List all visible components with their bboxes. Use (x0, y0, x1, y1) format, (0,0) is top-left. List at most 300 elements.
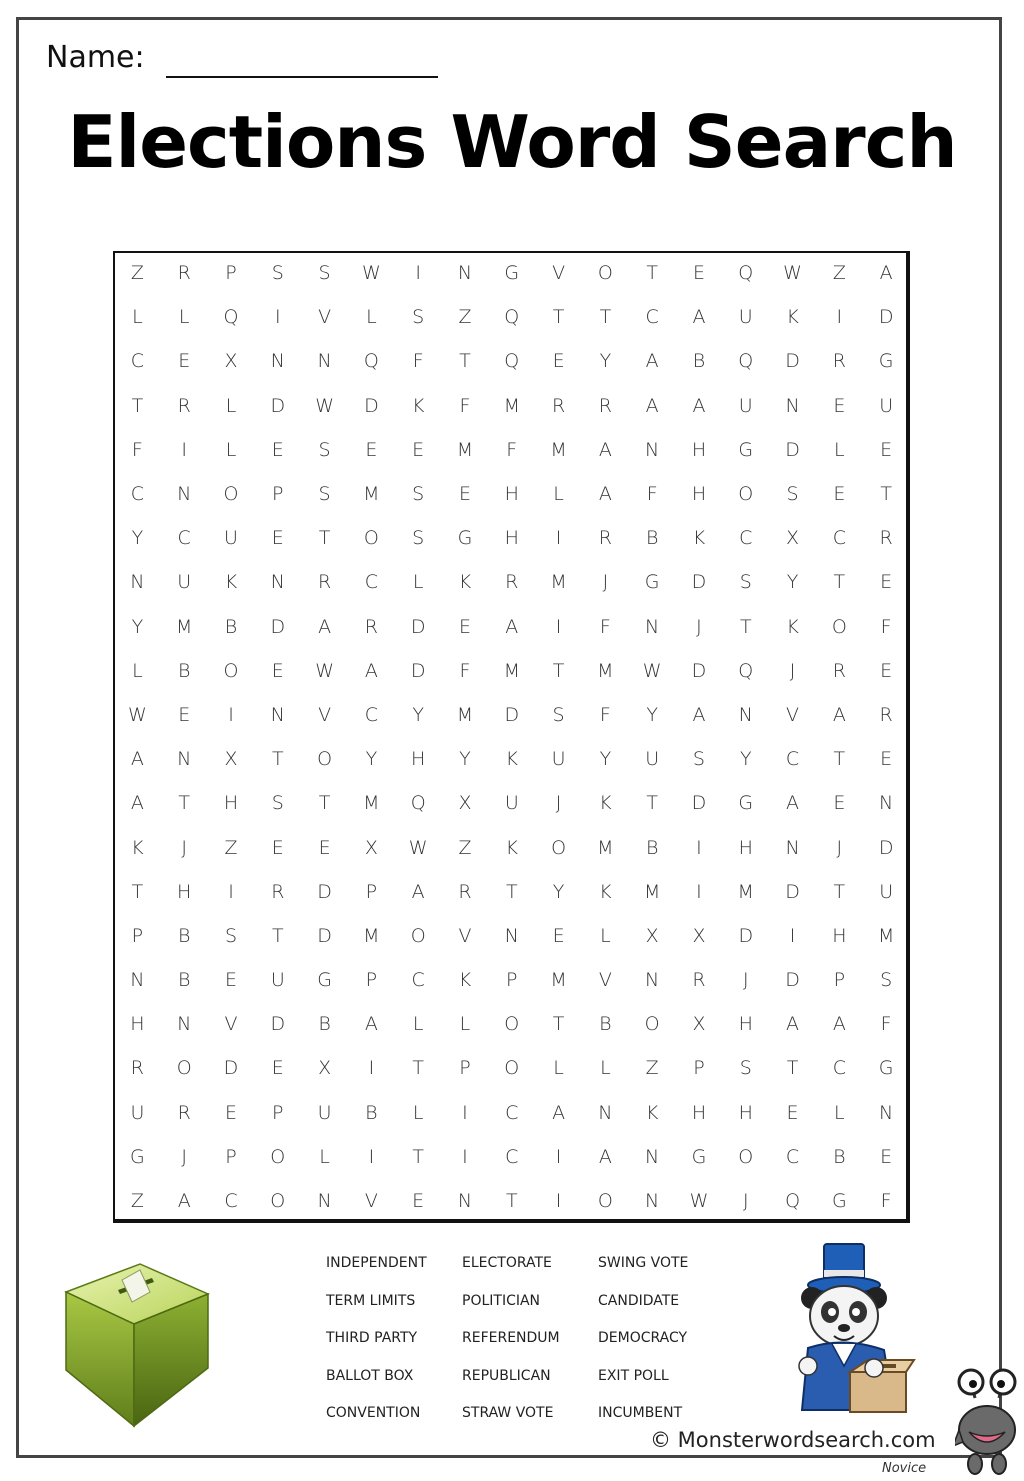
grid-cell: W (642, 659, 662, 682)
grid-cell: M (550, 438, 567, 461)
grid-cell: D (270, 615, 286, 638)
grid-cell: Z (832, 262, 846, 285)
grid-cell: H (691, 1101, 707, 1124)
grid-cell: A (364, 659, 378, 682)
grid-cell: L (834, 1101, 845, 1124)
grid-cell: C (645, 306, 659, 329)
grid-cell: C (411, 969, 425, 992)
grid-cell: N (317, 350, 332, 373)
grid-cell: T (459, 350, 471, 373)
monster-mascot-icon (955, 1368, 1021, 1481)
grid-cell: M (550, 571, 567, 594)
grid-cell: N (457, 262, 473, 285)
grid-cell: L (412, 571, 424, 594)
word-item: THIRD PARTY (326, 1330, 418, 1347)
grid-cell: T (271, 748, 284, 771)
grid-cell: Y (739, 748, 752, 771)
grid-cell: H (738, 1013, 753, 1036)
grid-cell: C (785, 1145, 800, 1168)
grid-cell: S (880, 969, 893, 992)
grid-cell: W (315, 659, 334, 682)
grid-cell: E (880, 571, 893, 594)
grid-cell: S (224, 924, 238, 947)
grid-cell: R (177, 262, 191, 285)
grid-cell: Z (458, 836, 472, 859)
word-item: STRAW VOTE (462, 1405, 554, 1422)
grid-cell: K (505, 836, 518, 859)
grid-cell: E (271, 659, 284, 682)
grid-cell: T (412, 1145, 424, 1168)
grid-cell: A (786, 1013, 800, 1036)
grid-cell: U (224, 527, 238, 550)
grid-cell: K (786, 615, 799, 638)
word-item: DEMOCRACY (598, 1330, 688, 1347)
grid-cell: X (318, 1057, 332, 1080)
grid-cell: E (178, 703, 191, 726)
grid-cell: K (692, 527, 706, 550)
grid-cell: N (457, 1190, 473, 1213)
grid-cell: P (131, 924, 144, 947)
grid-cell: O (597, 1190, 613, 1213)
grid-cell: M (503, 394, 520, 417)
grid-cell: H (504, 527, 519, 550)
grid-cell: A (692, 306, 706, 329)
word-list (326, 1255, 734, 1443)
grid-cell: D (270, 1013, 286, 1036)
grid-cell: A (786, 792, 800, 815)
grid-cell: C (364, 703, 379, 726)
grid-cell: B (177, 969, 191, 992)
grid-cell: U (645, 748, 660, 771)
grid-cell: K (224, 571, 238, 594)
grid-cell: Q (363, 350, 379, 373)
grid-cell: Y (365, 748, 378, 771)
grid-cell: E (880, 438, 893, 461)
grid-cell: U (177, 571, 192, 594)
grid-cell: X (645, 924, 659, 947)
grid-cell: H (177, 880, 192, 903)
grid-cell: Q (738, 262, 754, 285)
grid-cell: U (738, 306, 753, 329)
grid-cell: C (364, 571, 379, 594)
grid-cell: Y (459, 748, 471, 771)
grid-cell: N (645, 438, 660, 461)
word-item: REFERENDUM (462, 1330, 560, 1347)
grid-cell: I (836, 306, 843, 329)
grid-cell: E (692, 262, 705, 285)
grid-cell: Z (130, 262, 144, 285)
grid-cell: B (599, 1013, 612, 1036)
grid-cell: C (785, 748, 800, 771)
grid-cell: B (833, 1145, 846, 1168)
grid-cell: S (271, 792, 284, 815)
grid-cell: G (644, 571, 660, 594)
grid-cell: R (130, 1057, 144, 1080)
grid-cell: N (645, 1190, 660, 1213)
grid-cell: O (504, 1057, 520, 1080)
grid-cell: N (177, 748, 192, 771)
grid-cell: T (412, 1057, 424, 1080)
grid-cell: K (786, 306, 799, 329)
grid-cell: O (223, 483, 239, 506)
grid-cell: S (739, 571, 752, 594)
grid-cell: D (317, 880, 332, 903)
grid-cell: D (785, 880, 800, 903)
grid-cell: O (738, 1145, 754, 1168)
grid-cell: R (879, 527, 893, 550)
grid-cell: F (599, 703, 611, 726)
grid-cell: T (505, 1190, 518, 1213)
grid-cell: R (832, 350, 846, 373)
grid-cell: S (739, 1057, 752, 1080)
grid-cell: M (363, 483, 380, 506)
grid-cell: Q (504, 350, 520, 373)
grid-cell: R (271, 880, 285, 903)
grid-cell: T (833, 748, 846, 771)
grid-cell: Y (412, 703, 424, 726)
grid-cell: A (598, 438, 612, 461)
grid-cell: E (880, 748, 893, 771)
word-item: REPUBLICAN (462, 1367, 551, 1384)
grid-cell: D (785, 969, 800, 992)
grid-cell: H (691, 483, 707, 506)
grid-cell: E (271, 438, 284, 461)
grid-cell: X (364, 836, 378, 859)
word-item: EXIT POLL (598, 1367, 669, 1384)
grid-cell: A (692, 394, 706, 417)
grid-cell: I (462, 1145, 468, 1168)
grid-cell: V (786, 703, 800, 726)
word-item: POLITICIAN (462, 1292, 541, 1309)
grid-cell: M (363, 924, 380, 947)
difficulty-level: Novice (882, 1461, 927, 1476)
grid-cell: K (411, 394, 425, 417)
grid-cell: P (272, 1101, 284, 1124)
grid-cell: L (553, 483, 564, 506)
grid-cell: E (271, 1057, 284, 1080)
grid-cell: L (366, 306, 377, 329)
grid-cell: V (224, 1013, 238, 1036)
grid-cell: P (365, 969, 378, 992)
grid-cell: R (551, 394, 566, 417)
grid-cell: Y (599, 748, 612, 771)
grid-cell: J (555, 792, 562, 815)
grid-cell: K (458, 571, 472, 594)
grid-cell: U (317, 1101, 332, 1124)
grid-cell: R (692, 969, 706, 992)
grid-cell: H (738, 836, 753, 859)
grid-cell: N (645, 1145, 660, 1168)
grid-cell: A (364, 1013, 378, 1036)
grid-cell: N (738, 703, 753, 726)
grid-cell: C (832, 1057, 846, 1080)
grid-cell: Y (646, 703, 658, 726)
grid-cell: E (552, 350, 565, 373)
grid-cell: U (551, 748, 566, 771)
grid-cell: J (742, 1190, 749, 1213)
grid-cell: B (177, 659, 191, 682)
grid-cell: Y (599, 350, 612, 373)
grid-cell: S (412, 483, 425, 506)
grid-cell: F (459, 659, 471, 682)
grid-cell: F (880, 615, 892, 638)
grid-cell: S (271, 262, 284, 285)
grid-cell: T (318, 527, 331, 550)
grid-cell: I (274, 306, 281, 329)
grid-cell: R (879, 703, 893, 726)
grid-cell: D (878, 836, 894, 859)
grid-cell: Q (504, 306, 520, 329)
name-label: Name: (46, 40, 145, 75)
grid-cell: L (225, 394, 237, 417)
grid-cell: A (832, 1013, 846, 1036)
grid-cell: S (692, 748, 705, 771)
grid-cell: S (318, 262, 331, 285)
grid-cell: X (692, 1013, 706, 1036)
grid-cell: N (130, 969, 145, 992)
grid-cell: R (505, 571, 519, 594)
grid-cell: M (363, 792, 380, 815)
grid-cell: F (880, 1013, 892, 1036)
grid-cell: R (364, 615, 378, 638)
grid-cell: S (552, 703, 565, 726)
grid-cell: B (645, 527, 659, 550)
grid-cell: D (270, 394, 286, 417)
grid-cell: B (177, 924, 191, 947)
grid-cell: A (552, 1101, 566, 1124)
grid-cell: E (412, 1190, 425, 1213)
grid-cell: K (599, 792, 612, 815)
grid-cell: G (317, 969, 332, 992)
grid-cell: D (317, 924, 332, 947)
grid-cell: D (223, 1057, 239, 1080)
grid-cell: I (696, 836, 702, 859)
grid-cell: N (177, 483, 192, 506)
grid-cell: N (270, 703, 285, 726)
grid-cell: L (132, 659, 143, 682)
grid-cell: O (738, 483, 754, 506)
grid-cell: J (181, 1145, 187, 1168)
grid-cell: J (696, 615, 702, 638)
grid-cell: U (879, 880, 894, 903)
grid-cell: E (271, 527, 284, 550)
grid-cell: G (738, 792, 754, 815)
grid-cell: E (318, 836, 331, 859)
grid-cell: M (550, 969, 567, 992)
grid-cell: B (692, 350, 706, 373)
grid-cell: H (691, 438, 707, 461)
grid-cell: V (458, 924, 472, 947)
grid-cell: N (504, 924, 519, 947)
grid-cell: M (643, 880, 661, 903)
grid-cell: F (506, 438, 518, 461)
grid-cell: D (410, 615, 426, 638)
grid-cell: O (410, 924, 426, 947)
grid-cell: S (412, 527, 425, 550)
grid-cell: F (412, 350, 424, 373)
word-item: ELECTORATE (462, 1255, 552, 1271)
grid-cell: G (504, 262, 520, 285)
grid-cell: E (412, 438, 425, 461)
grid-cell: O (270, 1190, 286, 1213)
grid-cell: T (599, 306, 612, 329)
grid-cell: T (833, 571, 846, 594)
grid-cell: I (462, 1101, 468, 1124)
grid-cell: T (833, 880, 846, 903)
grid-cell: F (646, 483, 658, 506)
grid-cell: K (131, 836, 144, 859)
grid-cell: D (410, 659, 426, 682)
grid-cell: Z (130, 1190, 144, 1213)
grid-cell: D (785, 350, 800, 373)
grid-cell: Q (738, 350, 754, 373)
grid-cell: I (368, 1145, 375, 1168)
grid-cell: L (834, 438, 845, 461)
grid-cell: O (317, 748, 333, 771)
grid-cell: N (270, 350, 285, 373)
grid-cell: M (503, 659, 520, 682)
grid-cell: P (365, 880, 378, 903)
grid-cell: P (272, 483, 284, 506)
ballot-box-icon (60, 1258, 212, 1435)
grid-cell: A (645, 394, 659, 417)
grid-cell: P (693, 1057, 705, 1080)
grid-cell: J (181, 836, 187, 859)
grid-cell: O (551, 836, 567, 859)
grid-cell: D (878, 306, 894, 329)
grid-cell: K (599, 880, 612, 903)
word-item: INCUMBENT (598, 1405, 683, 1422)
page-title: Elections Word Search (67, 100, 957, 184)
grid-cell: L (178, 306, 190, 329)
grid-cell: E (271, 836, 284, 859)
grid-cell: T (131, 880, 144, 903)
grid-cell: U (504, 792, 519, 815)
grid-cell: T (739, 615, 752, 638)
grid-cell: H (832, 924, 847, 947)
grid-cell: O (831, 615, 847, 638)
grid-cell: R (177, 1101, 191, 1124)
grid-cell: L (600, 924, 611, 947)
grid-cell: D (504, 703, 520, 726)
grid-cell: N (598, 1101, 613, 1124)
grid-cell: R (598, 394, 612, 417)
grid-cell: B (224, 615, 238, 638)
grid-cell: L (600, 1057, 611, 1080)
grid-cell: M (597, 659, 614, 682)
grid-cell: L (459, 1013, 471, 1036)
grid-cell: I (696, 880, 702, 903)
grid-cell: M (456, 438, 474, 461)
grid-cell: E (224, 1101, 237, 1124)
grid-cell: N (879, 792, 894, 815)
grid-cell: C (130, 483, 145, 506)
grid-cell: M (737, 880, 754, 903)
grid-cell: G (831, 1190, 847, 1213)
grid-cell: M (877, 924, 895, 947)
grid-cell: H (223, 792, 239, 815)
grid-cell: M (597, 836, 614, 859)
grid-cell: E (552, 924, 565, 947)
grid-cell: N (785, 394, 800, 417)
grid-cell: Y (131, 527, 144, 550)
grid-cell: U (130, 1101, 145, 1124)
grid-cell: A (130, 748, 144, 771)
grid-cell: L (319, 1145, 330, 1168)
grid-cell: A (879, 262, 893, 285)
grid-cell: D (785, 438, 800, 461)
grid-cell: R (317, 571, 332, 594)
grid-cell: O (270, 1145, 286, 1168)
grid-cell: C (739, 527, 753, 550)
grid-cell: A (645, 350, 659, 373)
grid-cell: G (691, 1145, 707, 1168)
grid-cell: V (318, 703, 332, 726)
grid-cell: X (786, 527, 800, 550)
grid-cell: T (646, 262, 658, 285)
grid-cell: G (878, 1057, 894, 1080)
name-line[interactable] (166, 76, 438, 78)
grid-cell: G (130, 1145, 145, 1168)
grid-cell: H (738, 1101, 753, 1124)
grid-cell: I (415, 262, 421, 285)
grid-cell: O (597, 262, 613, 285)
grid-cell: E (458, 615, 471, 638)
grid-cell: C (505, 1101, 519, 1124)
grid-cell: X (224, 350, 238, 373)
grid-cell: A (505, 615, 519, 638)
word-item: CANDIDATE (598, 1292, 680, 1309)
grid-cell: B (365, 1101, 378, 1124)
grid-cell: R (832, 659, 846, 682)
grid-cell: T (552, 306, 565, 329)
grid-cell: D (691, 659, 707, 682)
grid-cell: P (225, 1145, 237, 1168)
grid-cell: I (555, 527, 562, 550)
grid-cell: I (228, 880, 234, 903)
grid-cell: O (644, 1013, 660, 1036)
grid-cell: S (318, 483, 331, 506)
grid-cell: O (504, 1013, 520, 1036)
grid-cell: R (598, 527, 612, 550)
grid-cell: H (411, 748, 426, 771)
grid-cell: L (412, 1101, 424, 1124)
grid-cell: D (691, 792, 707, 815)
grid-cell: D (691, 571, 707, 594)
grid-cell: E (880, 659, 893, 682)
grid-cell: E (833, 394, 846, 417)
grid-cell: V (364, 1190, 378, 1213)
grid-cell: M (175, 615, 193, 638)
grid-cell: O (176, 1057, 192, 1080)
panda-voter-icon (788, 1240, 916, 1425)
copyright-text: © Monsterwordsearch.com (650, 1428, 936, 1452)
grid-cell: T (318, 792, 331, 815)
grid-cell: O (223, 659, 239, 682)
grid-cell: K (645, 1101, 659, 1124)
grid-cell: A (598, 1145, 612, 1168)
grid-cell: Q (223, 306, 239, 329)
grid-cell: J (789, 659, 796, 682)
grid-cell: U (879, 394, 894, 417)
grid-cell: V (598, 969, 612, 992)
letter-grid (114, 251, 910, 1223)
grid-cell: J (836, 836, 843, 859)
grid-cell: E (365, 438, 378, 461)
grid-cell: A (598, 483, 612, 506)
grid-cell: A (411, 880, 425, 903)
grid-cell: X (458, 792, 472, 815)
